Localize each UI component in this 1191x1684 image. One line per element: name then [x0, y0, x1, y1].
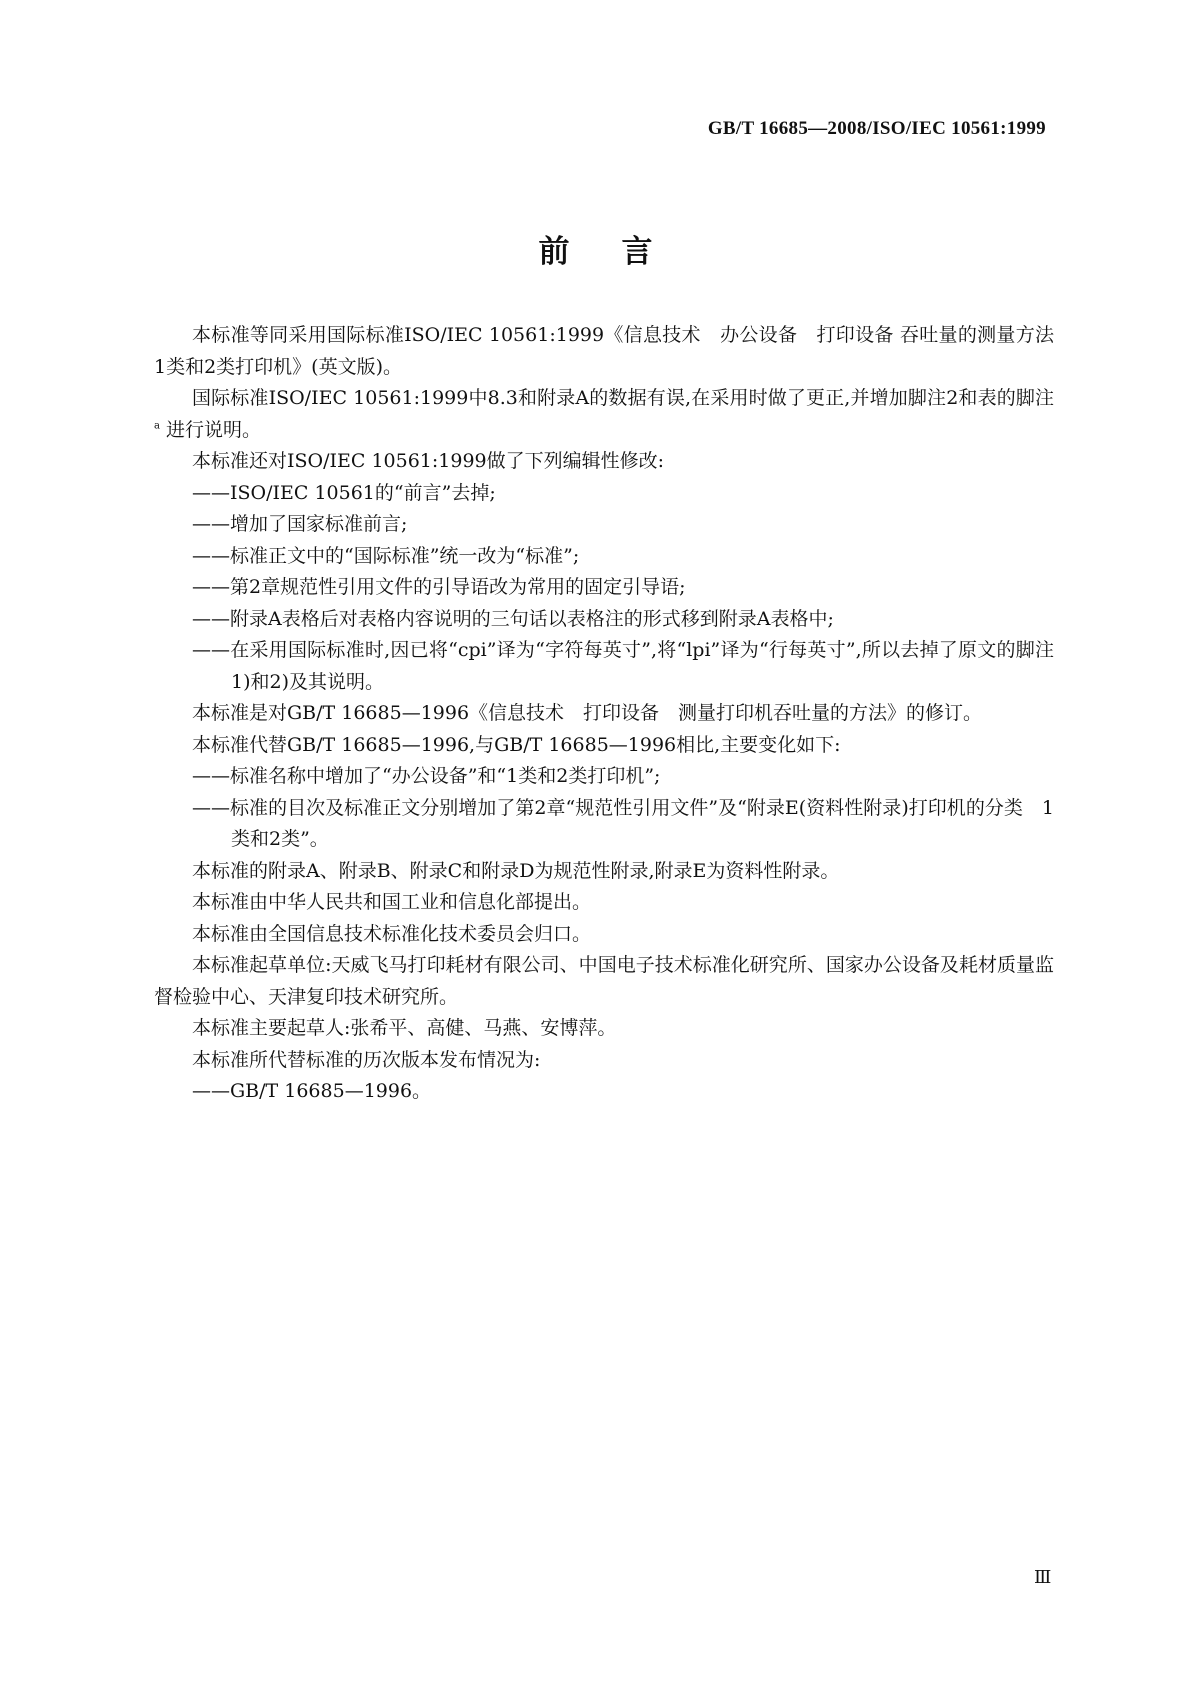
paragraph-editorial-intro: 本标准还对ISO/IEC 10561:1999做了下列编辑性修改:: [192, 450, 665, 472]
foreword-body: [154, 320, 1074, 1108]
list-item-edit: ——标准正文中的“国际标准”统一改为“标准”;: [192, 544, 580, 567]
paragraph-corrections: [154, 383, 1054, 446]
list-item-edit: ——在采用国际标准时,因已将“cpi”译为“字符每英寸”,将“lpi”译为“行每英寸”,所以去掉了原文的脚注1)和2)及其说明。: [192, 639, 1054, 693]
page-title: 前言: [538, 234, 705, 270]
paragraph-replaces: 本标准代替GB/T 16685—1996,与GB/T 16685—1996相比,主要变化如下:: [192, 733, 841, 756]
list-item-edit: ——增加了国家标准前言;: [192, 513, 408, 535]
paragraph-corrections-text: 国际标准ISO/IEC 10561:1999中8.3和附录A的数据有误,在采用时做了更正,并增加脚注2和表的脚注: [192, 387, 1054, 409]
list-item-change: ——标准名称中增加了“办公设备”和“1类和2类打印机”;: [192, 765, 661, 787]
paragraph-drafters: 本标准主要起草人:张希平、高健、马燕、安博萍。: [192, 1017, 617, 1039]
paragraph-proposed-by: 本标准由中华人民共和国工业和信息化部提出。: [192, 891, 592, 913]
footnote-mark: a: [154, 420, 160, 432]
paragraph-annexes: 本标准的附录A、附录B、附录C和附录D为规范性附录,附录E为资料性附录。: [192, 859, 840, 882]
paragraph-adoption: 本标准等同采用国际标准ISO/IEC 10561:1999《信息技术 办公设备 打印设备 吞吐量的测量方法 1类和2类打印机》(英文版)。: [154, 324, 1074, 378]
list-item-history: ——GB/T 16685—1996。: [192, 1080, 432, 1102]
page-number: Ⅲ: [1034, 1567, 1052, 1587]
list-item-edit: ——第2章规范性引用文件的引导语改为常用的固定引导语;: [192, 576, 686, 598]
list-item-edit: ——ISO/IEC 10561的“前言”去掉;: [192, 481, 496, 504]
paragraph-history-intro: 本标准所代替标准的历次版本发布情况为:: [192, 1048, 541, 1071]
paragraph-under-jurisdiction: 本标准由全国信息技术标准化技术委员会归口。: [192, 922, 592, 945]
paragraph-corrections-tail: 进行说明。: [159, 418, 262, 441]
paragraph-drafting-units: 本标准起草单位:天威飞马打印耗材有限公司、中国电子技术标准化研究所、国家办公设备及耗材质量监督检验中心、天津复印技术研究所。: [154, 954, 1054, 1008]
list-item-edit: ——附录A表格后对表格内容说明的三句话以表格注的形式移到附录A表格中;: [192, 607, 834, 630]
paragraph-revision: 本标准是对GB/T 16685—1996《信息技术 打印设备 测量打印机吞吐量的方法》的修订。: [192, 702, 983, 724]
list-item-change: ——标准的目次及标准正文分别增加了第2章“规范性引用文件”及“附录E(资料性附录)打印机的分类 1类和2类”。: [192, 796, 1054, 850]
standard-number-header: GB/T 16685—2008/ISO/IEC 10561:1999: [707, 118, 1046, 139]
